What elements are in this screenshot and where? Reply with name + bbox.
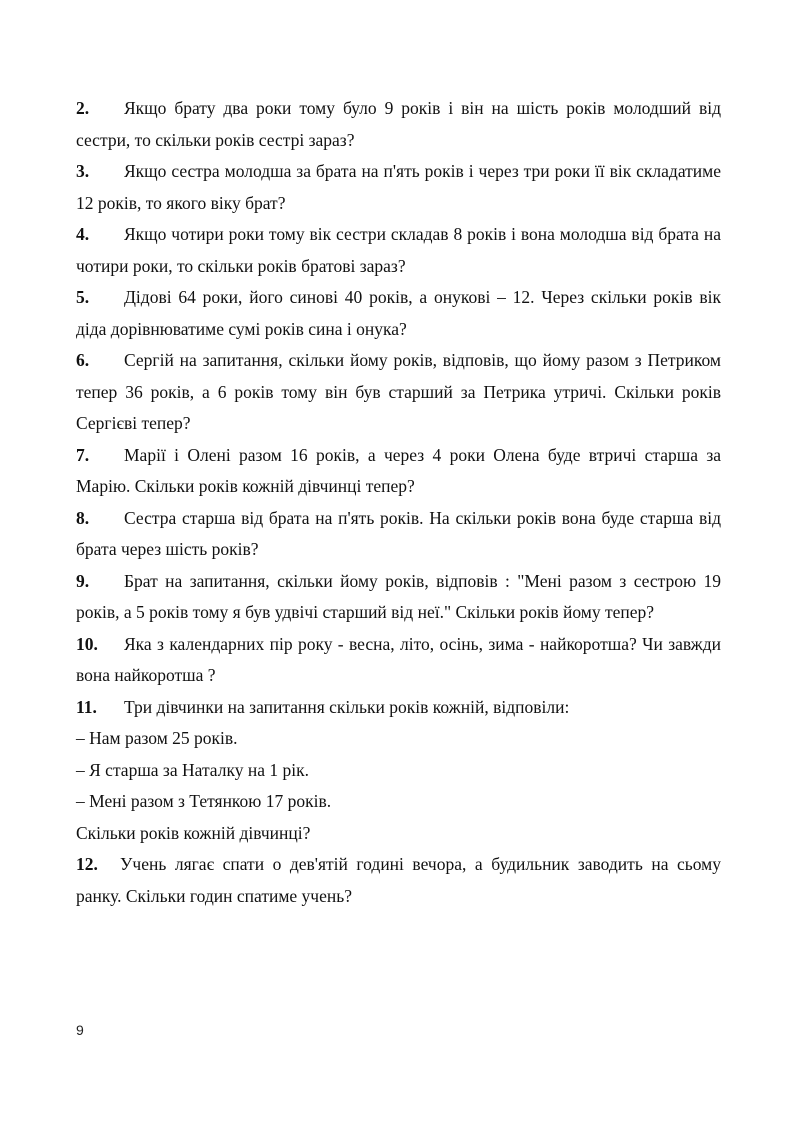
problem-number: 2. — [76, 98, 90, 118]
problem-number: 8. — [76, 507, 90, 528]
page-number: 9 — [76, 1022, 84, 1038]
problem-4 — [76, 219, 721, 282]
problem-12 — [76, 849, 721, 912]
problem-text: Брат на запитання, скільки йому років, відповів : "Мені разом з сестрою 19 років, а 5 років тому я був удвічі старший від неї." Скільки років йому тепер? — [76, 570, 721, 622]
problem-text: Якщо сестра молодша за брата на п'ять років і через три роки її вік складатиме 12 років, то якого віку брат? — [76, 161, 721, 213]
problem-text: Марії і Олені разом 16 років, а через 4 роки Олена буде втричі старша за Марію. Скільки років кожній дівчинці тепер? — [76, 444, 721, 496]
dialogue-line: – Я старша за Наталку на 1 рік. — [76, 759, 309, 780]
problem-text: Дідові 64 роки, його синові 40 років, а онукові – 12. Через скільки років вік діда дорівнюватиме сумі років сина і онука? — [76, 287, 721, 339]
problem-text: Сестра старша від брата на п'ять років. На скільки років вона буде старша від брата через шість років? — [76, 507, 721, 559]
problem-number: 10. — [76, 633, 98, 654]
problem-11 — [76, 692, 721, 724]
problem-2 — [76, 93, 721, 156]
problem-7 — [76, 440, 721, 503]
problem-8 — [76, 503, 721, 566]
problem-question: Скільки років кожній дівчинці? — [76, 822, 311, 843]
problem-number: 6. — [76, 350, 90, 370]
dialogue-line: – Нам разом 25 років. — [76, 728, 238, 748]
problem-3 — [76, 156, 721, 219]
dialogue-line: – Мені разом з Тетянкою 17 років. — [76, 791, 332, 811]
problem-5 — [76, 282, 721, 345]
problem-10 — [76, 629, 721, 692]
problem-number: 9. — [76, 570, 90, 591]
problem-number: 5. — [76, 287, 90, 307]
problem-text: Сергій на запитання, скільки йому років, відповів, що йому разом з Петриком тепер 36 років, а 6 років тому він був старший за Петрика утричі. Скільки років Сергієві тепер? — [76, 350, 721, 433]
problem-number: 11. — [76, 696, 97, 717]
document-page — [76, 93, 721, 912]
problem-9 — [76, 566, 721, 629]
problem-number: 12. — [76, 854, 98, 874]
problem-number: 3. — [76, 161, 90, 181]
problem-number: 7. — [76, 444, 90, 465]
problem-text: Учень лягає спати о дев'ятій годині вечора, а будильник заводить на сьому ранку. Скільки годин спатиме учень? — [76, 854, 721, 906]
problem-text: Якщо чотири роки тому вік сестри складав 8 років і вона молодша від брата на чотири роки, то скільки років братові зараз? — [76, 224, 721, 276]
problem-text: Якщо брату два роки тому було 9 років і він на шість років молодший від сестри, то скільки років сестрі зараз? — [76, 98, 721, 150]
problem-number: 4. — [76, 224, 90, 244]
problem-text: Три дівчинки на запитання скільки років кожній, відповіли: — [124, 696, 570, 717]
problem-6 — [76, 345, 721, 440]
problem-text: Яка з календарних пір року - весна, літо, осінь, зима - найкоротша? Чи завжди вона найкоротша ? — [76, 633, 721, 685]
